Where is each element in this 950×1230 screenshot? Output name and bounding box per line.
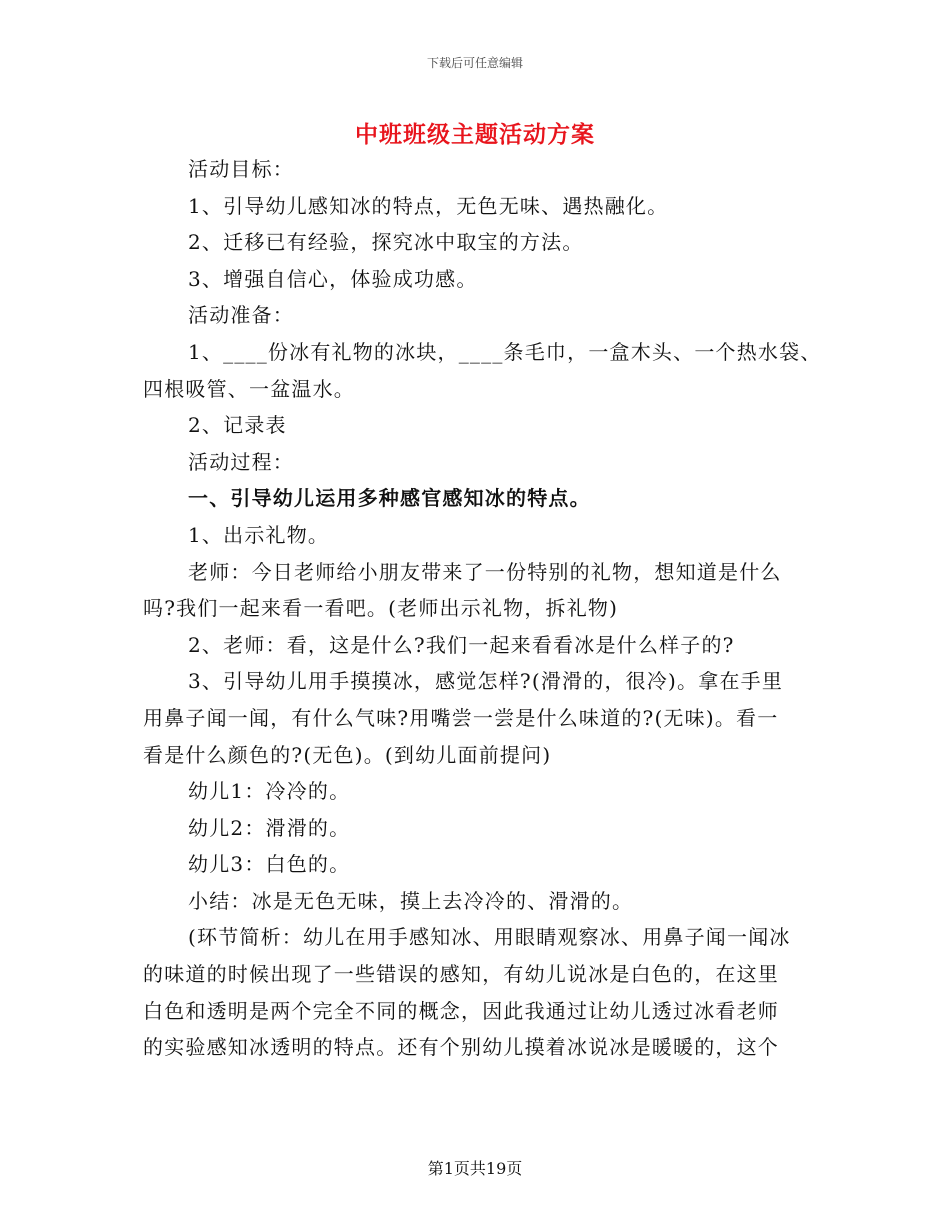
objective-item: 3、增强自信心，体验成功感。 <box>188 266 478 291</box>
preparation-item: 1、____份冰有礼物的冰块，____条毛巾，一盒木头、一个热水袋、 <box>188 339 822 364</box>
child-response: 幼儿3：白色的。 <box>188 852 351 877</box>
analysis-line: 的实验感知冰透明的特点。还有个别幼儿摸着冰说冰是暖暖的，这个 <box>143 1035 779 1060</box>
paragraph-line: 用鼻子闻一闻，有什么气味?用嘴尝一尝是什么味道的?(无味)。看一 <box>143 705 779 730</box>
process-step-heading: 一、引导幼儿运用多种感官感知冰的特点。 <box>188 486 591 511</box>
analysis-line: (环节简析：幼儿在用手感知冰、用眼睛观察冰、用鼻子闻一闻冰 <box>188 925 791 950</box>
document-body <box>143 151 833 1066</box>
summary-line: 小结：冰是无色无味，摸上去冷冷的、滑滑的。 <box>188 888 634 913</box>
paragraph-line: 吗?我们一起来看一看吧。(老师出示礼物，拆礼物) <box>143 596 619 621</box>
child-response: 幼儿2：滑滑的。 <box>188 815 351 840</box>
objective-item: 2、迁移已有经验，探究冰中取宝的方法。 <box>188 230 584 255</box>
analysis-line: 的味道的时候出现了一些错误的感知，有幼儿说冰是白色的，在这里 <box>143 962 779 987</box>
section-heading-objectives: 活动目标： <box>188 157 294 181</box>
document-title: 中班班级主题活动方案 <box>355 121 595 148</box>
paragraph-line: 1、出示礼物。 <box>188 522 330 547</box>
paragraph-line: 老师：今日老师给小朋友带来了一份特别的礼物，想知道是什么 <box>188 559 782 584</box>
preparation-item: 2、记录表 <box>188 413 287 438</box>
preparation-item-continued: 四根吸管、一盆温水。 <box>143 376 355 401</box>
paragraph-line: 看是什么颜色的?(无色)。(到幼儿面前提问) <box>143 742 552 767</box>
section-heading-process: 活动过程： <box>188 449 294 474</box>
page-number: 第1页共19页 <box>427 1159 523 1178</box>
child-response: 幼儿1：冷冷的。 <box>188 779 351 804</box>
section-heading-preparation: 活动准备： <box>188 303 294 328</box>
paragraph-line: 3、引导幼儿用手摸摸冰，感觉怎样?(滑滑的，很冷)。拿在手里 <box>188 669 784 694</box>
analysis-line: 白色和透明是两个完全不同的概念，因此我通过让幼儿透过冰看老师 <box>143 998 779 1023</box>
paragraph-line: 2、老师：看，这是什么?我们一起来看看冰是什么样子的? <box>188 632 735 657</box>
download-note: 下载后可任意编辑 <box>426 56 523 70</box>
objective-item: 1、引导幼儿感知冰的特点，无色无味、遇热融化。 <box>188 193 669 218</box>
